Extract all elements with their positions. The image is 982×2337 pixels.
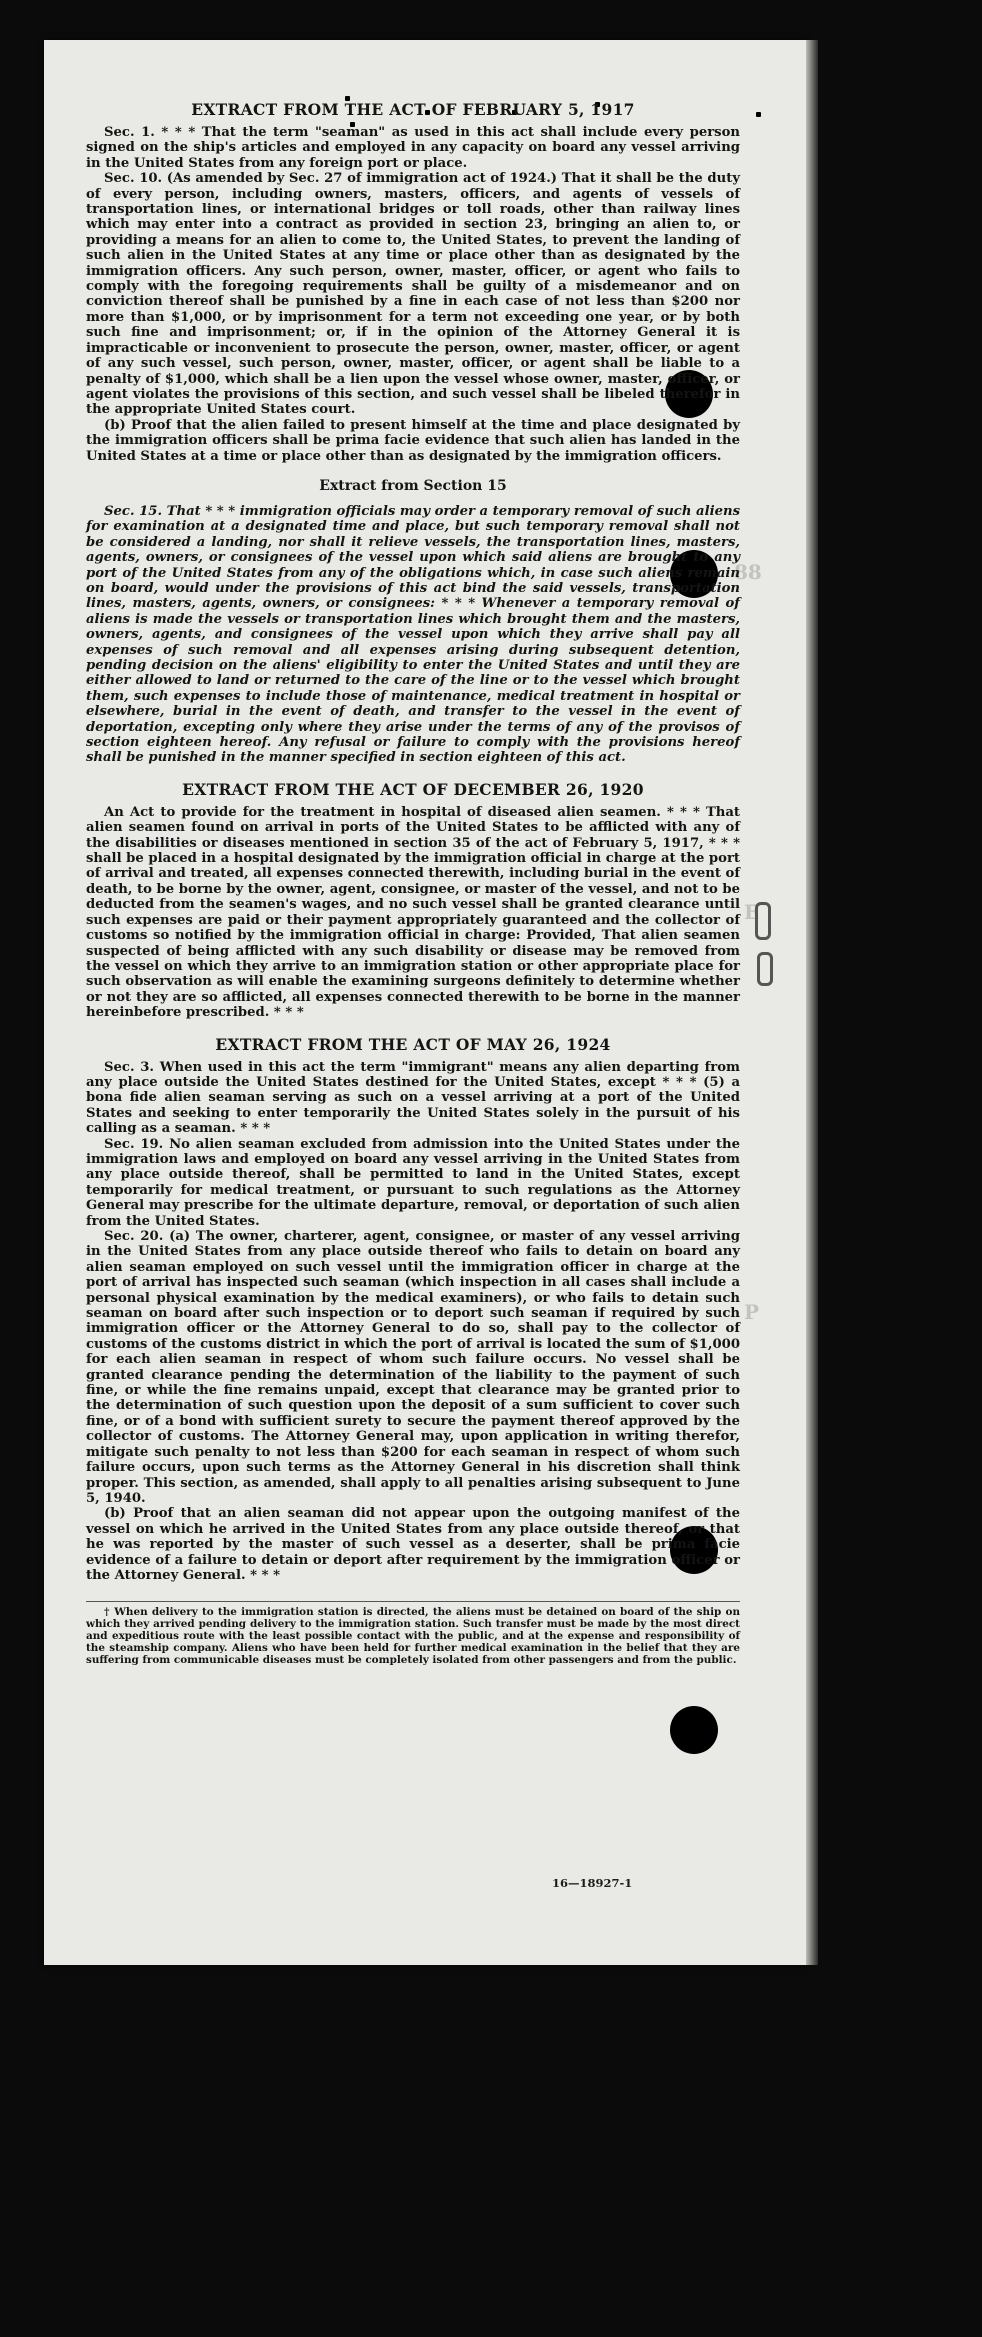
clip-mark [755, 902, 771, 940]
section-extract-15 [86, 478, 740, 766]
section-act-1917 [86, 100, 740, 464]
paragraph: Sec. 19. No alien seaman excluded from admission into the United States under the immigration laws and employed on board any vessel arriving in the United States from any place outside thereof, shall be permitted to land in the United States, except temporarily for medical treatment, or pursuant to such regulations as the Attorney General may prescribe for the ultimate departure, removal, or deportation of such alien from the United States. [86, 1136, 740, 1229]
paragraph: An Act to provide for the treatment in hospital of diseased alien seamen. * * * That alien seamen found on arrival in ports of the United States to be afflicted with any of the disabilities or diseases mentioned in section 35 of the act of February 5, 1917, * * * shall be placed in a hospital designated by the immigration official in charge at the port of arrival and treated, all expenses connected therewith, including burial in the event of death, to be borne by the owner, agent, consignee, or master of the vessel, and not to be deducted from the seamen's wages, and no such vessel shall be granted clearance until such expenses are paid or their payment appropriately guaranteed and the collector of customs so notified by the immigration official in charge: Provided, That alien seamen suspected of being afflicted with any such disability or disease may be removed from the vessel on which they arrive to an immigration station or other appropriate place for such observation as will enable the examining surgeons definitely to determine whether or not they are so afflicted, all expenses connected therewith to be borne in the manner hereinbefore prescribed. * * * [86, 804, 740, 1021]
section-heading: EXTRACT FROM THE ACT OF DECEMBER 26, 1920 [182, 779, 644, 799]
document-text [86, 100, 740, 1666]
section-subheading: Extract from Section 15 [319, 477, 507, 494]
punch-speck [756, 112, 761, 117]
paragraph: Sec. 3. When used in this act the term "immigrant" means any alien departing from any place outside the United States destined for the United States, except * * * (5) a bona fide alien seaman serving as such on a vessel arriving at a port of the United States and seeking to enter temporarily the United States solely in the pursuit of his calling as a seaman. * * * [86, 1059, 740, 1137]
section-heading: EXTRACT FROM THE ACT OF MAY 26, 1924 [215, 1034, 611, 1054]
page-edge [806, 40, 818, 1965]
paragraph: Sec. 1. * * * That the term "seaman" as used in this act shall include every person signed on the ship's articles and employed in any capacity on board any vessel arriving in the United States from any foreign port or place. [86, 125, 740, 171]
show-through-mark: P [744, 1300, 760, 1324]
section-heading: EXTRACT FROM THE ACT OF FEBRUARY 5, 1917 [191, 100, 635, 119]
punch-hole [670, 1706, 718, 1754]
paragraph: Sec. 15. That * * * immigration officials may order a temporary removal of such aliens for examination at a designated time and place, but such temporary removal shall not be considered a landing, nor shall it relieve vessels, the transportation lines, masters, agents, owners, or consignees of the vessel upon which said aliens are brought to any port of the United States from any of the obligations which, in case such aliens remain on board, would under the provisions of this act bind the said vessels, transportation lines, masters, agents, owners, or consignees: * * * Whenever a temporary removal of aliens is made the vessels or transportation lines which brought them and the masters, owners, agents, and consignees of the vessel upon which they arrive shall pay all expenses of such removal and all expenses arising during subsequent detention, pending decision on the aliens' eligibility to enter the United States and until they are either allowed to land or returned to the care of the line or to the vessel which brought them, such expenses to include those of maintenance, medical treatment in hospital or elsewhere, burial in the event of death, and transfer to the vessel in the event of deportation, excepting only where they arise under the terms of any of the provisos of section eighteen hereof. Any refusal or failure to comply with the provisions hereof shall be punished in the manner specified in section eighteen of this act. [86, 503, 740, 766]
paragraph: Sec. 10. (As amended by Sec. 27 of immigration act of 1924.) That it shall be the duty of every person, including owners, masters, officers, and agents of vessels of transportation lines, or international bridges or toll roads, other than railway lines which may enter into a contract as provided in section 23, bringing an alien to, or providing a means for an alien to come to, the United States, to prevent the landing of such alien in the United States at any time or place other than as designated by the immigration officers. Any such person, owner, master, officer, or agent who fails to comply with the foregoing requirements shall be guilty of a misdemeanor and on conviction thereof shall be punished by a fine in each case of not less than $200 nor more than $1,000, or by imprisonment for a term not exceeding one year, or by both such fine and imprisonment; or, if in the opinion of the Attorney General it is impracticable or inconvenient to prosecute the person, owner, master, officer, or agent of any such vessel, such person, owner, master, officer, or agent shall be liable to a penalty of $1,000, which shall be a lien upon the vessel whose owner, master, officer, or agent violates the provisions of this section, and such vessel shall be libeled therefor in the appropriate United States court. [86, 171, 740, 418]
section-act-1920 [86, 780, 740, 1021]
clip-mark [757, 952, 773, 986]
section-act-1924 [86, 1035, 740, 1584]
footnote [86, 1601, 740, 1666]
paragraph: (b) Proof that the alien failed to present himself at the time and place designated by the immigration officers shall be prima facie evidence that such alien has landed in the United States at a time or place other than as designated by the immigration officers. [86, 417, 740, 464]
footnote-text: † When delivery to the immigration station is directed, the aliens must be detained on board of the ship on which they arrived pending delivery to the immigration station. Such transfer must be made by the most direct and expeditious route with the least possible contact with the public, and at the expense and responsibility of the steamship company. Aliens who have been held for further medical examination in the belief that they are suffering from communicable diseases must be completely isolated from other passengers and from the public. [86, 1606, 740, 1667]
show-through-mark: E [744, 900, 760, 924]
paragraph: Sec. 20. (a) The owner, charterer, agent, consignee, or master of any vessel arriving in the United States from any place outside thereof who fails to detain on board any alien seaman employed on such vessel until the immigration officer in charge at the port of arrival has inspected such seaman (which inspection in all cases shall include a personal physical examination by the medical examiners), or who fails to detain such seaman on board after such inspection or to deport such seaman if required by such immigration officer or the Attorney General to do so, shall pay to the collector of customs of the customs district in which the port of arrival is located the sum of $1,000 for each alien seaman in respect of whom such failure occurs. No vessel shall be granted clearance pending the determination of the liability to the payment of such fine, or while the fine remains unpaid, except that clearance may be granted prior to the determination of such question upon the deposit of a sum sufficient to cover such fine, or of a bond with sufficient surety to secure the payment thereof approved by the collector of customs. The Attorney General may, upon application in writing therefor, mitigate such penalty to not less than $200 for each seaman in respect of whom such failure occurs, upon such terms as the Attorney General in his discretion shall think proper. This section, as amended, shall apply to all penalties arising subsequent to June 5, 1940. [86, 1229, 740, 1506]
show-through-mark: 88 [734, 560, 762, 584]
form-number: 16—18927-1 [552, 1876, 633, 1890]
paragraph: (b) Proof that an alien seaman did not appear upon the outgoing manifest of the vessel on which he arrived in the United States from any place outside thereof, or that he was reported by the master of such vessel as a deserter, shall be prima facie evidence of a failure to detain or deport after requirement by the immigration officer or the Attorney General. * * * [86, 1506, 740, 1583]
